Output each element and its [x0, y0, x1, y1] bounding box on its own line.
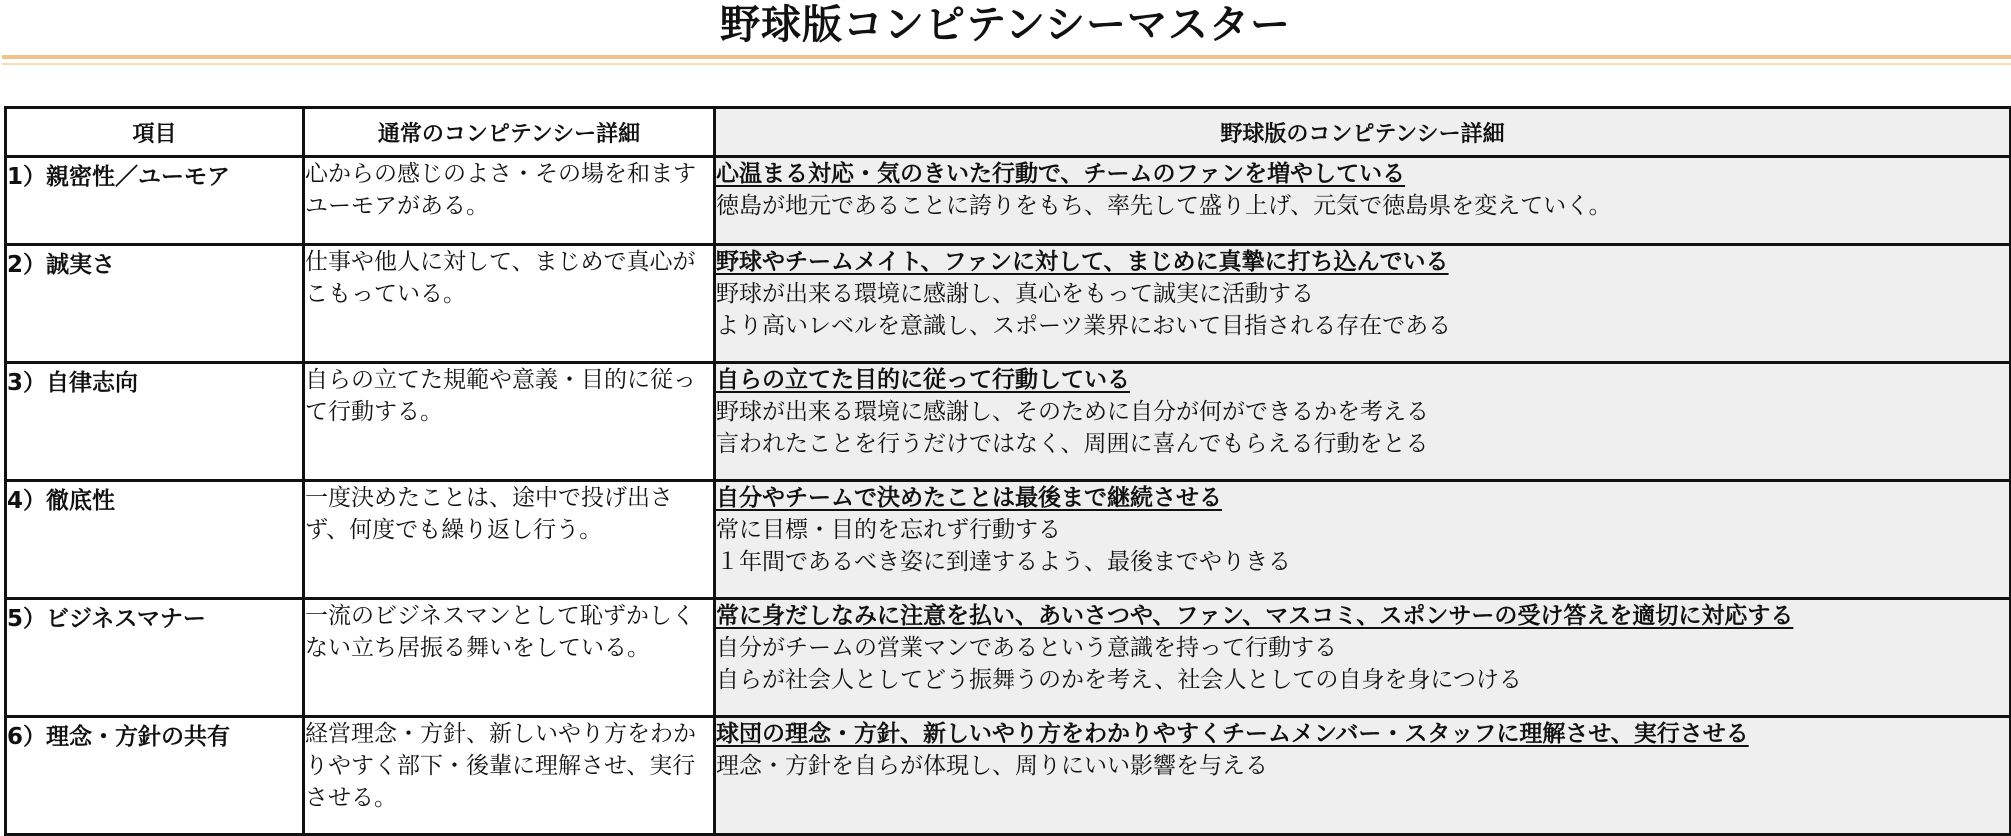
baseball-line: １年間であるべき姿に到達するよう、最後までやりきる [716, 549, 1291, 575]
row-item: 2）誠実さ [6, 245, 304, 363]
baseball-headline: 心温まる対応・気のきいた行動で、チームのファンを増やしている [716, 161, 1406, 187]
row-normal-detail: 自らの立てた規範や意義・目的に従って行動する。 [304, 363, 715, 481]
row-normal-detail: 一度決めたことは、途中で投げ出さず、何度でも繰り返し行う。 [304, 481, 715, 599]
row-baseball-detail [715, 363, 2011, 481]
competency-table [4, 106, 2011, 836]
title-underline [2, 55, 2011, 59]
baseball-line: 徳島が地元であることに誇りをもち、率先して盛り上げ、元気で徳島県を変えていく。 [716, 193, 1612, 219]
table-row [6, 717, 2011, 835]
table-row [6, 245, 2011, 363]
row-baseball-detail [715, 157, 2011, 245]
baseball-headline: 自分やチームで決めたことは最後まで継続させる [716, 485, 1222, 511]
header-baseball-competency: 野球版のコンピテンシー詳細 [715, 108, 2011, 157]
baseball-line: 言われたことを行うだけではなく、周囲に喜んでもらえる行動をとる [716, 431, 1429, 457]
baseball-headline: 自らの立てた目的に従って行動している [716, 367, 1130, 393]
baseball-line: より高いレベルを意識し、スポーツ業界において目指される存在である [716, 313, 1452, 339]
baseball-line: 理念・方針を自らが体現し、周りにいい影響を与える [716, 753, 1268, 779]
table-row [6, 363, 2011, 481]
title-underline-thin [2, 63, 2011, 65]
baseball-line: 野球が出来る環境に感謝し、そのために自分が何ができるかを考える [716, 399, 1429, 425]
table-header-row [6, 108, 2011, 157]
row-baseball-detail [715, 717, 2011, 835]
row-baseball-detail [715, 481, 2011, 599]
row-normal-detail: 経営理念・方針、新しいやり方をわかりやすく部下・後輩に理解させ、実行させる。 [304, 717, 715, 835]
table-row [6, 481, 2011, 599]
row-item: 4）徹底性 [6, 481, 304, 599]
baseball-line: 自分がチームの営業マンであるという意識を持って行動する [716, 635, 1337, 661]
baseball-headline: 常に身だしなみに注意を払い、あいさつや、ファン、マスコミ、スポンサーの受け答えを適切に対応する [716, 603, 1794, 629]
row-normal-detail: 仕事や他人に対して、まじめで真心がこもっている。 [304, 245, 715, 363]
header-normal-competency: 通常のコンピテンシー詳細 [304, 108, 715, 157]
header-item: 項目 [6, 108, 304, 157]
row-item: 3）自律志向 [6, 363, 304, 481]
row-item: 5）ビジネスマナー [6, 599, 304, 717]
baseball-line: 野球が出来る環境に感謝し、真心をもって誠実に活動する [716, 281, 1314, 307]
table-row [6, 157, 2011, 245]
baseball-line: 自らが社会人としてどう振舞うのかを考え、社会人としての自身を身につける [716, 667, 1522, 693]
table-row [6, 599, 2011, 717]
page-title: 野球版コンピテンシーマスター [720, 2, 1291, 48]
baseball-headline: 球団の理念・方針、新しいやり方をわかりやすくチームメンバー・スタッフに理解させ、実行させる [716, 721, 1749, 747]
baseball-headline: 野球やチームメイト、ファンに対して、まじめに真摯に打ち込んでいる [716, 249, 1449, 275]
row-normal-detail: 心からの感じのよさ・その場を和ますユーモアがある。 [304, 157, 715, 245]
row-baseball-detail [715, 599, 2011, 717]
row-item: 6）理念・方針の共有 [6, 717, 304, 835]
row-baseball-detail [715, 245, 2011, 363]
row-item: 1）親密性／ユーモア [6, 157, 304, 245]
baseball-line: 常に目標・目的を忘れず行動する [716, 517, 1061, 543]
row-normal-detail: 一流のビジネスマンとして恥ずかしくない立ち居振る舞いをしている。 [304, 599, 715, 717]
